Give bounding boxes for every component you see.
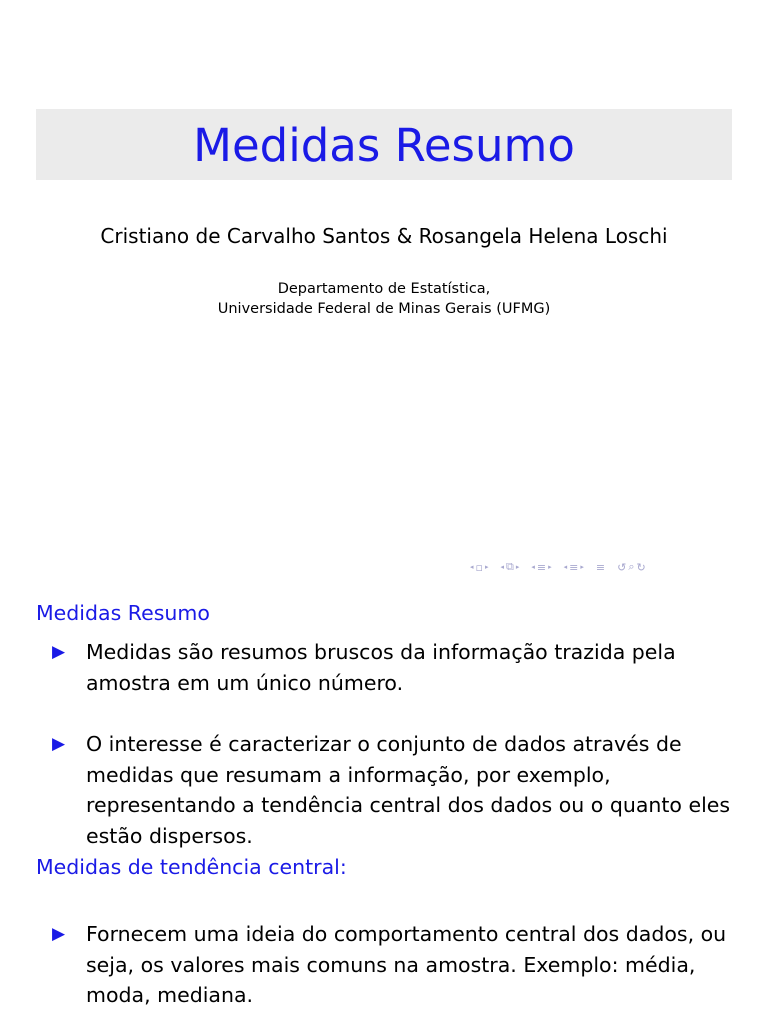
- institute-line-2: Universidade Federal de Minas Gerais (UFMG): [217, 301, 551, 317]
- authors: Cristiano de Carvalho Santos & Rosangela Helena Loschi: [100, 224, 668, 248]
- bullet-item: [52, 637, 742, 698]
- beamer-navigation-bar: [470, 560, 655, 574]
- nav-document[interactable]: [596, 561, 605, 574]
- bullet-text: Medidas são resumos bruscos da informação trazida pela amostra em um único número.: [86, 640, 676, 695]
- bullet-text: O interesse é caracterizar o conjunto de dados através de medidas que resumam a informação, por exemplo, representando a tendência central dos dados ou o quanto eles estão dispersos.: [86, 732, 731, 848]
- institute: [0, 279, 768, 319]
- nav-subsubsection[interactable]: [564, 561, 584, 574]
- nav-subsection[interactable]: [501, 560, 520, 574]
- frame-title-tendencia-central: Medidas de tendência central:: [36, 855, 347, 879]
- arrow-left-icon[interactable]: ◂: [470, 563, 474, 571]
- bullet-triangle-icon: ▶: [52, 924, 66, 944]
- institute-line-1: Departamento de Estatística,: [277, 281, 491, 297]
- arrow-left-icon[interactable]: ◂: [500, 563, 505, 571]
- nav-section[interactable]: [531, 561, 551, 574]
- slide-title: Medidas Resumo: [193, 119, 575, 172]
- frame-title-medidas-resumo: Medidas Resumo: [36, 601, 210, 625]
- bullet-triangle-icon: ▶: [52, 642, 66, 662]
- title-box: [36, 109, 732, 180]
- subsection-lines-icon: ≡: [569, 560, 579, 574]
- frame-box-icon: ▫: [475, 560, 483, 574]
- bullet-item: [52, 919, 742, 1011]
- nav-search[interactable]: [617, 560, 646, 574]
- bullet-text: Fornecem uma ideia do comportamento central dos dados, ou seja, os valores mais comuns na amostra. Exemplo: média, moda, mediana.: [86, 922, 727, 1007]
- search-loop-right-icon[interactable]: ↻: [636, 560, 646, 574]
- search-glass-icon[interactable]: ⌕: [628, 560, 635, 573]
- nav-frame[interactable]: [470, 561, 489, 574]
- section-lines-icon: ≡: [536, 560, 547, 574]
- content-slide: [0, 586, 768, 1024]
- arrow-left-icon[interactable]: ◂: [563, 563, 568, 571]
- arrow-right-icon[interactable]: ▸: [484, 563, 489, 571]
- bullet-triangle-icon: ▶: [52, 734, 66, 754]
- arrow-right-icon[interactable]: ▸: [548, 563, 552, 571]
- arrow-left-icon[interactable]: ◂: [531, 563, 535, 571]
- stacked-frames-icon: ⧉: [506, 560, 514, 573]
- document-lines-icon[interactable]: ≡: [595, 560, 606, 574]
- search-loop-icon[interactable]: ↺: [617, 560, 627, 574]
- arrow-right-icon[interactable]: ▸: [580, 563, 584, 571]
- bullet-item: [52, 729, 742, 851]
- arrow-right-icon[interactable]: ▸: [515, 563, 520, 571]
